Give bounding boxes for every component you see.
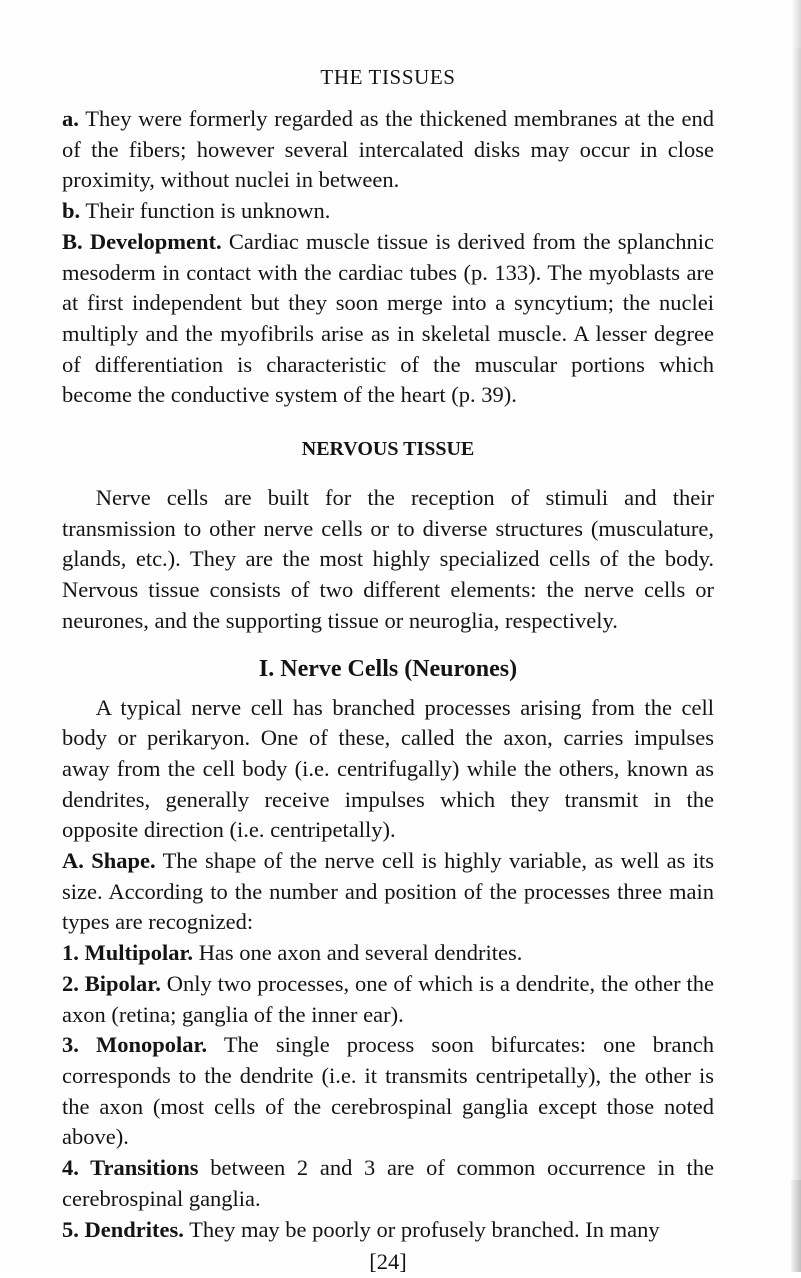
paragraph-a-text: They were formerly regarded as the thickened membranes at the end of the fibers; however several intercalated disks may occur in close proximity, without nuclei in between. bbox=[62, 106, 714, 193]
paragraph-a bbox=[62, 104, 714, 196]
running-header: THE TISSUES bbox=[320, 65, 456, 89]
neurone-paragraph: A typical nerve cell has branched processes arising from the cell body or perikaryon. One of these, called the axon, carries impulses away from the cell body (i.e. centrifugally) while the others, known as dendrites, generally receive impulses which they transmit in the opposite direction (i.e. centripetally). bbox=[62, 694, 714, 843]
intro-paragraph: Nerve cells are built for the reception of stimuli and their transmission to other nerve cells or to diverse structures (musculature, glands, etc.). They are the most highly specialized cells of the body. Nervous tissue consists of two different elements: the nerve cells or neurones, and the supporting tissue or neuroglia, respectively. bbox=[62, 485, 714, 633]
type-item-2 bbox=[62, 969, 714, 1030]
page-edge-bottom-shadow bbox=[791, 1180, 801, 1272]
subheading: I. Nerve Cells (Neurones) bbox=[258, 655, 518, 682]
shape-paragraph bbox=[62, 846, 714, 938]
section-heading: NERVOUS TISSUE bbox=[301, 438, 475, 461]
type-2-label: 2. Bipolar. bbox=[62, 970, 161, 996]
type-item-5 bbox=[62, 1215, 714, 1246]
paragraph-b-text: Their function is unknown. bbox=[85, 198, 331, 224]
type-1-label: 1. Multipolar. bbox=[62, 940, 194, 966]
page-text-block bbox=[62, 62, 714, 1278]
paragraph-b bbox=[62, 196, 714, 227]
page-edge-shadow bbox=[791, 0, 801, 1272]
paragraph-b-label: b. bbox=[62, 198, 81, 224]
type-item-4 bbox=[62, 1153, 714, 1214]
type-1-text: Has one axon and several dendrites. bbox=[198, 940, 523, 966]
paragraph-development bbox=[62, 227, 714, 411]
type-5-text: They may be poorly or profusely branched. In many bbox=[189, 1216, 660, 1242]
type-4-label: 4. Transitions bbox=[62, 1155, 199, 1181]
type-3-label: 3. Monopolar. bbox=[62, 1032, 208, 1058]
page-number: [24] bbox=[369, 1249, 407, 1275]
type-3-text: The single process soon bifurcates: one branch corresponds to the dendrite (i.e. it transmits centripetally), the other is the axon (most cells of the cerebrospinal ganglia except those noted above). bbox=[62, 1032, 714, 1150]
type-item-1 bbox=[62, 938, 714, 969]
type-5-label: 5. Dendrites. bbox=[62, 1216, 184, 1242]
type-2-text: Only two processes, one of which is a dendrite, the other the axon (retina; ganglia of the inner ear). bbox=[62, 970, 714, 1027]
paragraph-development-text: Cardiac muscle tissue is derived from the splanchnic mesoderm in contact with the cardiac tubes (p. 133). The myoblasts are at first independent but they soon merge into a syncytium; the nuclei multiply and the myofibrils arise as in skeletal muscle. A lesser degree of differentiation is characteristic of the muscular portions which become the conductive system of the heart (p. 39). bbox=[62, 228, 714, 408]
shape-text: The shape of the nerve cell is highly variable, as well as its size. According to the number and position of the processes three main types are recognized: bbox=[62, 848, 715, 935]
page-edge-top-shadow bbox=[791, 0, 801, 48]
type-4-text: between 2 and 3 are of common occurrence in the cerebrospinal ganglia. bbox=[62, 1155, 715, 1211]
paragraph-a-label: a. bbox=[62, 106, 79, 131]
paragraph-development-label: B. Development. bbox=[62, 228, 222, 254]
shape-label: A. Shape. bbox=[62, 848, 156, 874]
type-item-3 bbox=[62, 1030, 714, 1153]
